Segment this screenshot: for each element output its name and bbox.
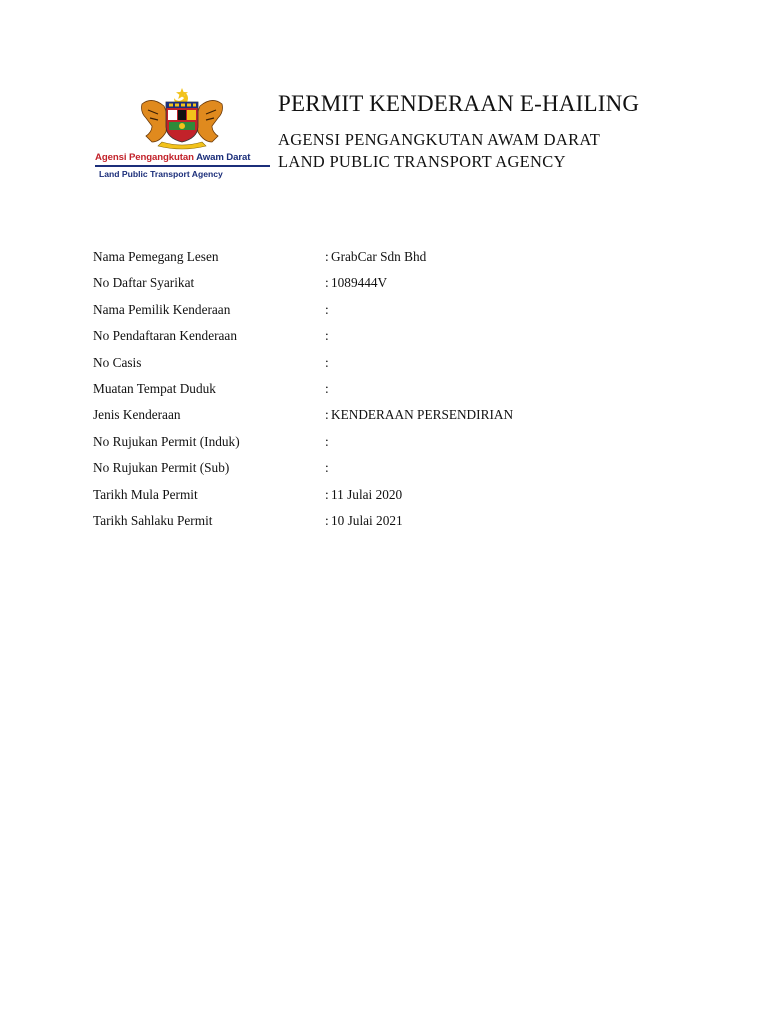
agency-logo xyxy=(92,86,272,184)
field-row-license-holder xyxy=(93,249,693,275)
field-label: No Rujukan Permit (Sub) xyxy=(93,460,230,476)
field-separator: : xyxy=(325,407,329,423)
field-label: Tarikh Sahlaku Permit xyxy=(93,512,213,528)
permit-details xyxy=(93,249,693,539)
logo-agency-name-en: Land Public Transport Agency xyxy=(99,169,223,179)
field-row-company-registration xyxy=(93,275,693,301)
field-separator: : xyxy=(325,328,329,344)
field-separator: : xyxy=(325,433,329,449)
field-value: 1089444V xyxy=(331,275,388,291)
field-separator: : xyxy=(325,512,329,528)
field-separator: : xyxy=(325,486,329,502)
field-row-chassis-number xyxy=(93,355,693,381)
field-label: No Rujukan Permit (Induk) xyxy=(93,433,240,449)
field-separator: : xyxy=(325,275,329,291)
field-row-permit-start-date xyxy=(93,487,693,513)
agency-name-english: LAND PUBLIC TRANSPORT AGENCY xyxy=(278,152,566,171)
field-row-seating-capacity xyxy=(93,381,693,407)
field-row-vehicle-registration xyxy=(93,328,693,354)
field-separator: : xyxy=(325,380,329,396)
field-label: Muatan Tempat Duduk xyxy=(93,380,216,396)
field-row-vehicle-type xyxy=(93,407,693,433)
malaysia-coat-of-arms-icon xyxy=(92,86,272,150)
agency-name-malay: AGENSI PENGANGKUTAN AWAM DARAT xyxy=(278,130,601,149)
logo-agency-name-ms: Agensi Pengangkutan Awam Darat xyxy=(95,152,251,163)
field-label: Nama Pemegang Lesen xyxy=(93,249,219,264)
field-label: Tarikh Mula Permit xyxy=(93,486,198,502)
field-row-permit-expiry-date xyxy=(93,513,693,539)
field-label: Nama Pemilik Kenderaan xyxy=(93,301,231,317)
field-value: 11 Julai 2020 xyxy=(331,486,403,502)
field-separator: : xyxy=(325,460,329,476)
document-title: PERMIT KENDERAAN E-HAILING xyxy=(278,91,640,116)
field-label: No Pendaftaran Kenderaan xyxy=(93,328,237,344)
field-value: GrabCar Sdn Bhd xyxy=(331,249,427,264)
field-row-permit-reference-sub xyxy=(93,460,693,486)
field-separator: : xyxy=(325,249,329,264)
field-value: KENDERAAN PERSENDIRIAN xyxy=(331,407,514,423)
logo-divider xyxy=(95,165,270,167)
field-row-permit-reference-parent xyxy=(93,434,693,460)
field-value: 10 Julai 2021 xyxy=(331,512,403,528)
field-label: No Daftar Syarikat xyxy=(93,275,195,291)
field-label: Jenis Kenderaan xyxy=(93,407,181,423)
field-label: No Casis xyxy=(93,354,142,370)
field-separator: : xyxy=(325,301,329,317)
document-header xyxy=(92,86,692,186)
field-row-vehicle-owner xyxy=(93,302,693,328)
field-separator: : xyxy=(325,354,329,370)
